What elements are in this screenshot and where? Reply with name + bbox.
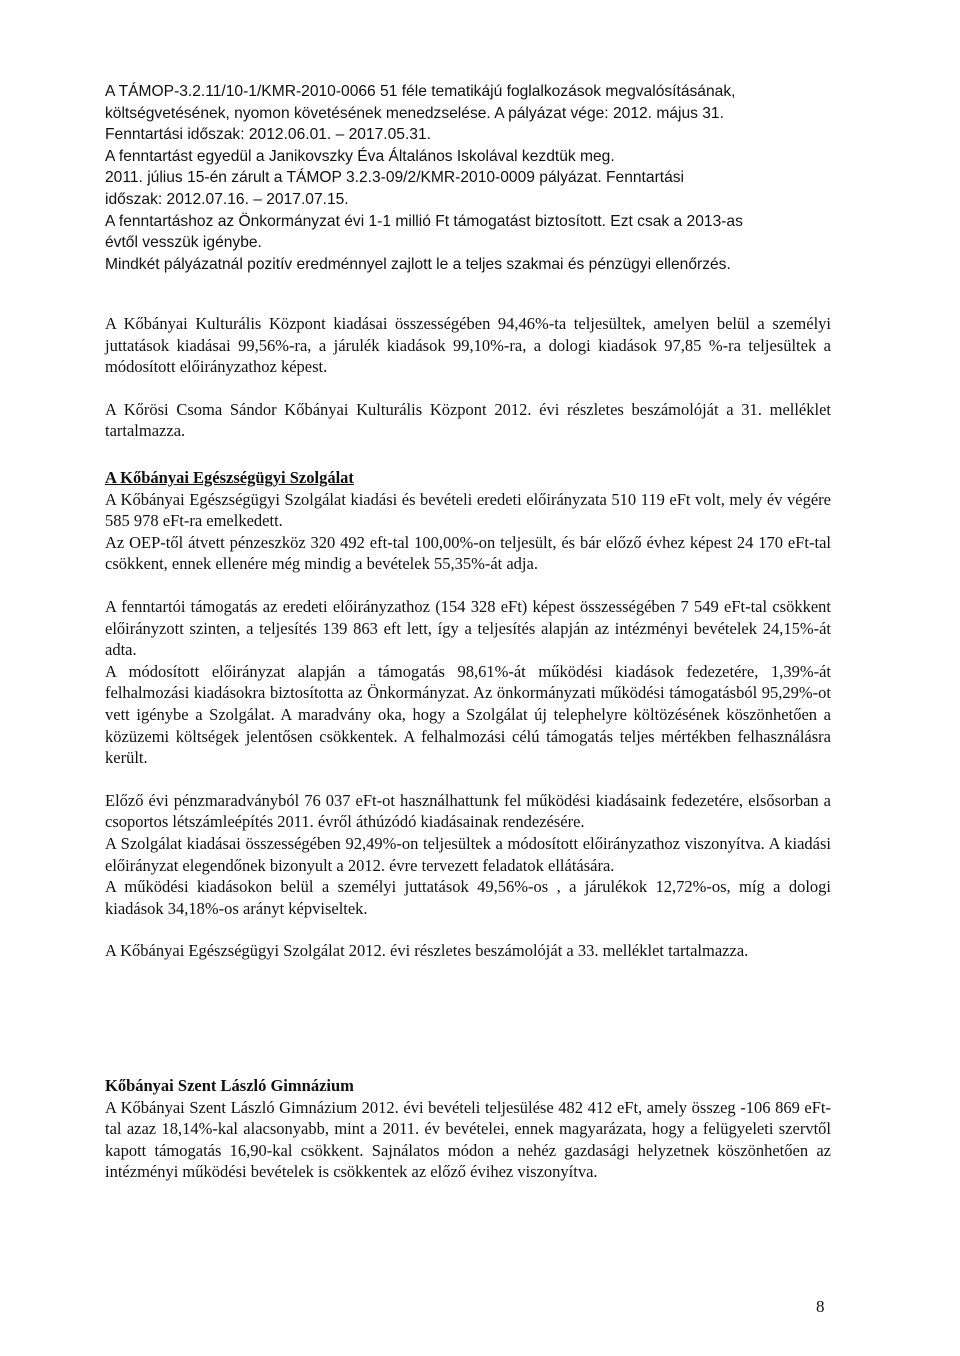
paragraph: A módosított előirányzat alapján a támogatás 98,61%-át működési kiadások fedezetére, 1,39%-át felhalmozási kiadásokra biztosította az Önkormányzat. Az önkormányzati működési támogatásból 95,29%-ot vett igénybe a Szolgálat. A maradvány oka, hogy a Szolgálat új telephelyre költözésének köszönhetően a közüzemi költségek jelentősen csökkentek. A felhalmozási célú támogatás teljes mértékben felhasználásra került. — [105, 661, 831, 768]
section-heading: A Kőbányai Egészségügyi Szolgálat — [105, 468, 354, 487]
gimnazium-section — [105, 1075, 831, 1183]
paragraph: A fenntartói támogatás az eredeti előirányzathoz (154 328 eFt) képest összességében 7 549 eFt-tal csökkent előirányzott szinten, a teljesítés 139 863 eft lett, így a teljesítés alapján az intézményi bevételek 24,15%-át adta. — [105, 596, 831, 660]
section-heading: Kőbányai Szent László Gimnázium — [105, 1076, 354, 1095]
support-line: évtől vesszük igénybe. — [105, 234, 262, 252]
tamop-line: költségvetésének, nyomon követésének menedzselése. A pályázat vége: 2012. május 31. — [105, 104, 724, 122]
kulturalis-section — [105, 313, 831, 442]
tamop-line: A TÁMOP-3.2.11/10-1/KMR-2010-0066 51 féle tematikájú foglalkozások megvalósításának, — [105, 83, 736, 100]
tamop-line: Fenntartási időszak: 2012.06.01. – 2017.05.31. — [105, 126, 431, 144]
paragraph: A Kőbányai Egészségügyi Szolgálat kiadási és bevételi eredeti előirányzata 510 119 eFt volt, mely év végére 585 978 eFt-ra emelkedett. — [105, 489, 831, 531]
janikovszky-line: A fenntartást egyedül a Janikovszky Éva Általános Iskolával kezdtük meg. — [105, 147, 615, 165]
janikovszky-line: 2011. július 15-én zárult a TÁMOP 3.2.3-09/2/KMR-2010-0009 pályázat. Fenntartási — [105, 169, 685, 187]
support-line: A fenntartáshoz az Önkormányzat évi 1-1 millió Ft támogatást biztosított. Ezt csak a 2013-as — [105, 212, 743, 230]
audit-line: Mindkét pályázatnál pozitív eredménnyel zajlott le a teljes szakmai és pénzügyi ellenőrzés. — [105, 255, 731, 273]
paragraph: Az OEP-től átvett pénzeszköz 320 492 eft-tal 100,00%-on teljesült, és bár előző évhez képest 24 170 eFt-tal csökkent, ennek ellenére még mindig a bevételek 55,35%-át adja. — [105, 532, 831, 574]
paragraph: Előző évi pénzmaradványból 76 037 eFt-ot használhattunk fel működési kiadásaink fedezetére, elsősorban a csoportos létszámleépítés 2011. évről áthúzódó kiadásainak rendezésére. — [105, 790, 831, 832]
kulturalis-reference: A Kőrösi Csoma Sándor Kőbányai Kulturális Központ 2012. évi részletes beszámolóját a 31. melléklet tartalmazza. — [105, 399, 831, 441]
paragraph: A Kőbányai Egészségügyi Szolgálat 2012. évi részletes beszámolóját a 33. melléklet tartalmazza. — [105, 941, 749, 961]
paragraph: A Kőbányai Szent László Gimnázium 2012. évi bevételi teljesülése 482 412 eFt, amely összeg -106 869 eFt-tal azaz 18,14%-kal alacsonyabb, mint a 2011. év bevételei, ennek magyarázata, hogy a felügyeleti szervtől kapott támogatás 16,90-kal csökkent. Sajnálatos módon a nehéz gazdasági helyzetnek köszönhetően az intézményi működési bevételek is csökkentek az előző évihez viszonyítva. — [105, 1097, 831, 1182]
tamop-section — [105, 81, 831, 275]
egeszsegugyi-section — [105, 467, 831, 962]
kulturalis-paragraph: A Kőbányai Kulturális Központ kiadásai összességében 94,46%-ta teljesültek, amelyen belül a személyi juttatások kiadásai 99,56%-ra, a járulék kiadások 99,10%-ra, a dologi kiadások 97,85 %-ra teljesültek a módosított előirányzathoz képest. — [105, 314, 831, 377]
paragraph: A működési kiadásokon belül a személyi juttatások 49,56%-os , a járulékok 12,72%-os, míg a dologi kiadások 34,18%-os arányt képviseltek. — [105, 877, 831, 918]
page-number: 8 — [816, 1297, 825, 1316]
janikovszky-line: időszak: 2012.07.16. – 2017.07.15. — [105, 190, 349, 208]
paragraph: A Szolgálat kiadásai összességében 92,49%-on teljesültek a módosított előirányzathoz viszonyítva. A kiadási előirányzat elegendőnek bizonyult a 2012. évre tervezett feladatok ellátására. — [105, 833, 831, 875]
